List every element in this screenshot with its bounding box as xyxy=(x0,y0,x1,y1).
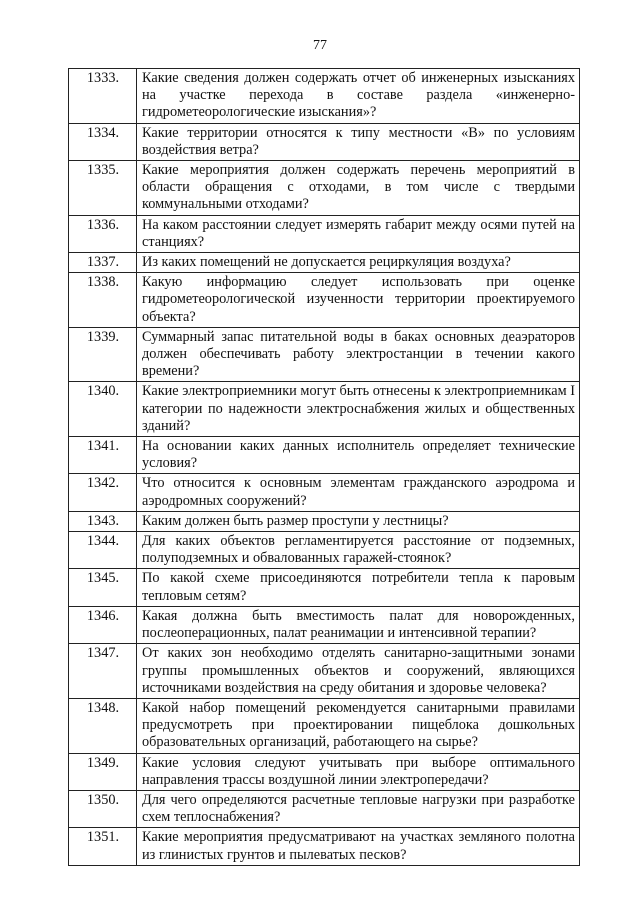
question-text: Для каких объектов регламентируется расстояние от подземных, полуподземных и обвалованных гаражей-стоянок? xyxy=(137,532,580,569)
table-row xyxy=(69,474,580,511)
question-text: От каких зон необходимо отделять санитарно-защитными зонами группы промышленных объектов и сооружений, являющихся источниками воздействия на среду обитания и здоровье человека? xyxy=(137,644,580,699)
question-number: 1340. xyxy=(69,382,137,437)
question-number: 1350. xyxy=(69,790,137,827)
question-text: По какой схеме присоединяются потребители тепла к паровым тепловым сетям? xyxy=(137,569,580,606)
question-number: 1344. xyxy=(69,532,137,569)
question-number: 1341. xyxy=(69,437,137,474)
questions-table-body xyxy=(69,69,580,866)
question-number: 1351. xyxy=(69,828,137,865)
question-number: 1349. xyxy=(69,753,137,790)
question-number: 1339. xyxy=(69,327,137,382)
table-row xyxy=(69,161,580,216)
question-text: Какие условия следуют учитывать при выборе оптимального направления трассы воздушной линии электропередачи? xyxy=(137,753,580,790)
table-row xyxy=(69,790,580,827)
question-number: 1347. xyxy=(69,644,137,699)
table-row xyxy=(69,698,580,753)
question-number: 1346. xyxy=(69,606,137,643)
question-text: Какую информацию следует использовать при оценке гидрометеорологической изученности территории проектируемого объекта? xyxy=(137,273,580,328)
table-row xyxy=(69,569,580,606)
question-text: Какие территории относятся к типу местности «В» по условиям воздействия ветра? xyxy=(137,123,580,160)
question-number: 1335. xyxy=(69,161,137,216)
table-row xyxy=(69,382,580,437)
question-text: Для чего определяются расчетные тепловые нагрузки при разработке схем теплоснабжения? xyxy=(137,790,580,827)
question-number: 1334. xyxy=(69,123,137,160)
table-row xyxy=(69,753,580,790)
table-row xyxy=(69,606,580,643)
question-number: 1336. xyxy=(69,215,137,252)
question-text: Каким должен быть размер проступи у лестницы? xyxy=(137,511,580,531)
question-text: Какие сведения должен содержать отчет об инженерных изысканиях на участке перехода в составе раздела «инженерно-гидрометеорологические изыскания»? xyxy=(137,69,580,124)
question-text: Суммарный запас питательной воды в баках основных деаэраторов должен обеспечивать работу электростанции в течении какого времени? xyxy=(137,327,580,382)
table-row xyxy=(69,123,580,160)
table-row xyxy=(69,273,580,328)
question-number: 1337. xyxy=(69,253,137,273)
question-text: На основании каких данных исполнитель определяет технические условия? xyxy=(137,437,580,474)
question-text: Какие мероприятия предусматривают на участках земляного полотна из глинистых грунтов и пылеватых песков? xyxy=(137,828,580,865)
table-row xyxy=(69,644,580,699)
question-text: Какие электроприемники могут быть отнесены к электроприемникам I категории по надежности электроснабжения жилых и общественных зданий? xyxy=(137,382,580,437)
table-row xyxy=(69,437,580,474)
table-row xyxy=(69,69,580,124)
question-number: 1333. xyxy=(69,69,137,124)
page-number: 77 xyxy=(313,38,327,53)
questions-table xyxy=(68,68,580,866)
question-number: 1338. xyxy=(69,273,137,328)
question-text: На каком расстоянии следует измерять габарит между осями путей на станциях? xyxy=(137,215,580,252)
table-row xyxy=(69,253,580,273)
table-row xyxy=(69,215,580,252)
table-row xyxy=(69,828,580,865)
question-number: 1343. xyxy=(69,511,137,531)
question-number: 1342. xyxy=(69,474,137,511)
table-row xyxy=(69,511,580,531)
question-text: Из каких помещений не допускается рециркуляция воздуха? xyxy=(137,253,580,273)
table-row xyxy=(69,532,580,569)
question-text: Что относится к основным элементам гражданского аэродрома и аэродромных сооружений? xyxy=(137,474,580,511)
question-number: 1345. xyxy=(69,569,137,606)
question-number: 1348. xyxy=(69,698,137,753)
question-text: Какая должна быть вместимость палат для новорожденных, послеоперационных, палат реанимации и интенсивной терапии? xyxy=(137,606,580,643)
table-row xyxy=(69,327,580,382)
question-text: Какие мероприятия должен содержать перечень мероприятий в области обращения с отходами, в том числе с твердыми коммунальными отходами? xyxy=(137,161,580,216)
question-text: Какой набор помещений рекомендуется санитарными правилами предусмотреть при проектировании пищеблока дошкольных образовательных организаций, работающего на сырье? xyxy=(137,698,580,753)
